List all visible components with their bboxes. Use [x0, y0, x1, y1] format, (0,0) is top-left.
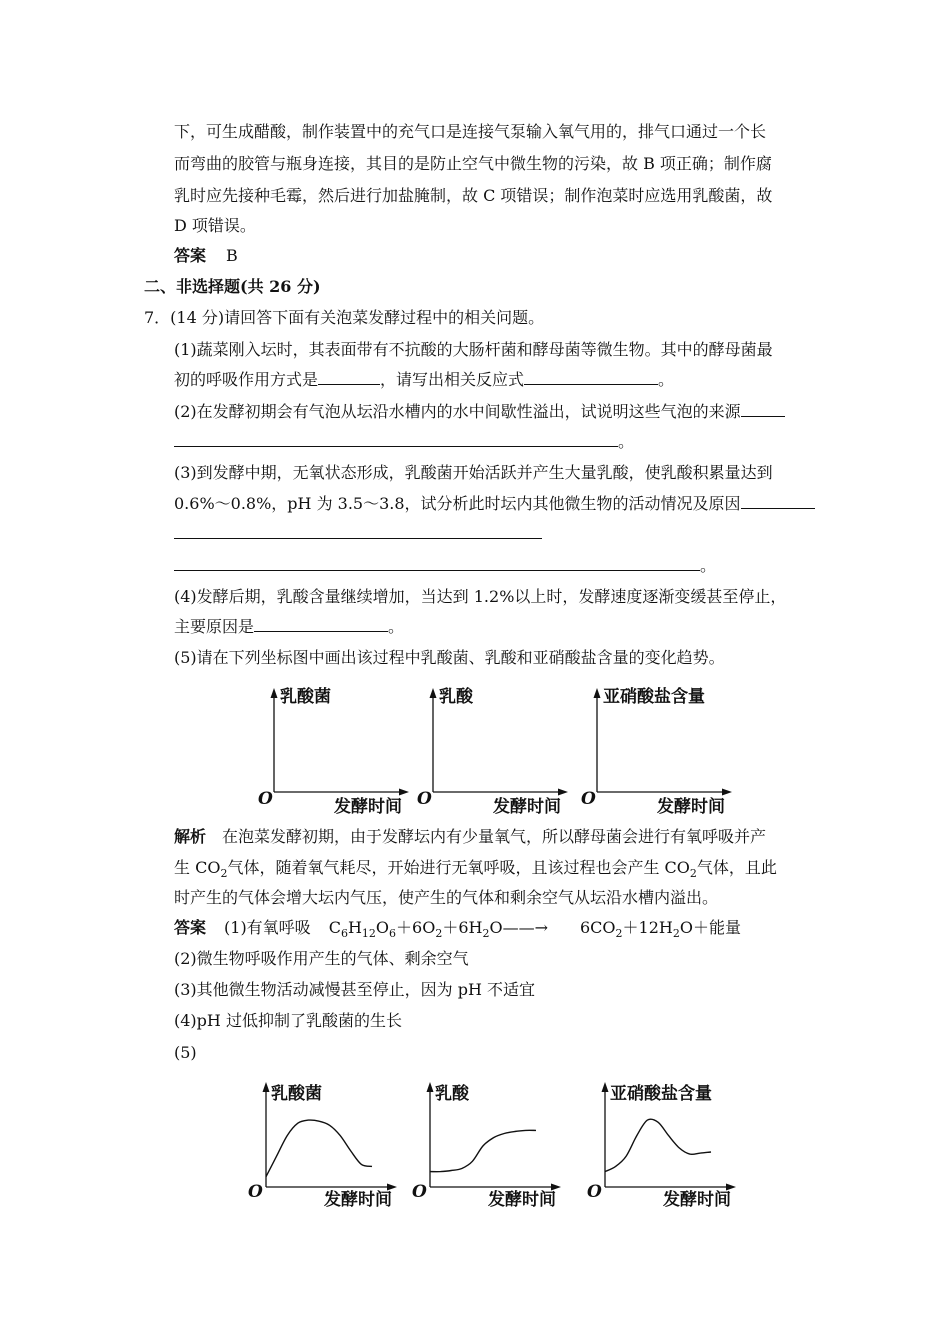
y-axis-label: 乳酸: [439, 687, 473, 707]
y-axis-label: 亚硝酸盐含量: [610, 1084, 712, 1104]
answer-blank[interactable]: [174, 524, 542, 539]
answer-6: [174, 246, 238, 266]
q7-p3-end: 。: [700, 556, 717, 575]
q7-p2-line1: [174, 402, 785, 422]
answer-blank[interactable]: [174, 432, 618, 447]
equation-left: $C_6H_{12}O_6+6O_2+6H_2O$: [328, 918, 503, 941]
origin-label: O: [258, 789, 273, 809]
x-axis-label: 发酵时间: [493, 797, 561, 817]
answer-label: 答案: [174, 246, 207, 265]
x-axis-label: 发酵时间: [334, 797, 402, 817]
analysis-label: 解析: [174, 827, 207, 846]
answer-1-label: (1)有氧呼吸: [224, 918, 311, 937]
subscript: 2: [220, 867, 228, 881]
answer-3: (3)其他微生物活动减慢甚至停止，因为 pH 不适宜: [174, 980, 536, 999]
q7-p4-text-a: 主要原因是: [174, 617, 255, 636]
q7-p2-end: 。: [618, 432, 635, 451]
q7-analysis-line3: 时产生的气体会增大坛内气压，使产生的气体和剩余空气从坛沿水槽内溢出。: [174, 888, 719, 907]
blank-graph-bacteria[interactable]: [254, 682, 414, 821]
answer-5: (5): [174, 1043, 197, 1062]
q7-p3-text: 0.6%～0.8%，pH 为 3.5～3.8，试分析此时坛内其他微生物的活动情况及原因: [174, 494, 741, 513]
y-axis-label: 乳酸菌: [271, 1084, 322, 1104]
x-axis-arrow: [558, 789, 568, 796]
origin-label: O: [587, 1182, 602, 1202]
q7-p1-text-b: ，请写出相关反应式: [380, 370, 525, 389]
answer-graph-bacteria: [244, 1075, 409, 1219]
answer-blank[interactable]: [741, 494, 815, 509]
equation-right: $6CO_2+12H_2O+$能量: [580, 918, 741, 941]
origin-label: O: [417, 789, 432, 809]
answer-blank[interactable]: [524, 370, 658, 385]
analysis-text: 气体，且此: [696, 858, 777, 877]
lactic-acid-curve: [430, 1130, 536, 1171]
analysis-line-4: D 项错误。: [174, 216, 256, 235]
x-axis-arrow: [722, 789, 732, 796]
q7-p3-line3: [174, 524, 542, 544]
bacteria-curve: [266, 1120, 372, 1177]
blank-graph-lactic-acid[interactable]: [413, 682, 573, 821]
q7-p5: (5)请在下列坐标图中画出该过程中乳酸菌、乳酸和亚硝酸盐含量的变化趋势。: [174, 648, 725, 667]
x-axis-label: 发酵时间: [663, 1190, 731, 1210]
origin-label: O: [581, 789, 596, 809]
q7-p1-line1: (1)蔬菜刚入坛时，其表面带有不抗酸的大肠杆菌和酵母菌等微生物。其中的酵母菌最: [174, 340, 773, 359]
q7-p1-line2: [174, 370, 674, 390]
q7-p3-line4: [174, 556, 716, 576]
y-axis-arrow: [263, 1082, 270, 1092]
y-axis-arrow: [430, 688, 437, 698]
answer-value: B: [226, 246, 238, 265]
y-axis-arrow: [594, 688, 601, 698]
analysis-text: 气体，随着氧气耗尽，开始进行无氧呼吸，且该过程也会产生 CO: [227, 858, 690, 877]
origin-label: O: [248, 1182, 263, 1202]
answer-graph-nitrite: [583, 1075, 748, 1219]
x-axis-label: 发酵时间: [657, 797, 725, 817]
y-axis-arrow: [427, 1082, 434, 1092]
answer-blank[interactable]: [254, 617, 388, 632]
answer-label: 答案: [174, 918, 207, 937]
analysis-text: 生 CO: [174, 858, 221, 877]
analysis-line-3: 乳时应先接种毛霉，然后进行加盐腌制，故 C 项错误；制作泡菜时应选用乳酸菌，故: [174, 186, 773, 205]
q7-p3-line2: [174, 494, 815, 514]
q7-p3-line1: (3)到发酵中期，无氧状态形成，乳酸菌开始活跃并产生大量乳酸，使乳酸积累量达到: [174, 463, 773, 482]
x-axis-label: 发酵时间: [488, 1190, 556, 1210]
q7-answer-line1: [174, 918, 548, 944]
answer-blank[interactable]: [741, 402, 785, 417]
q7-p4-line2: [174, 617, 404, 637]
x-axis-arrow: [399, 789, 409, 796]
y-axis-arrow: [271, 688, 278, 698]
x-axis-label: 发酵时间: [324, 1190, 392, 1210]
analysis-line-1: 下，可生成醋酸，制作装置中的充气口是连接气泵输入氧气用的，排气口通过一个长: [174, 122, 767, 141]
analysis-text: 在泡菜发酵初期，由于发酵坛内有少量氧气，所以酵母菌会进行有氧呼吸并产: [222, 827, 767, 846]
answer-blank[interactable]: [318, 370, 380, 385]
q7-p2-line2: [174, 432, 634, 452]
blank-graph-nitrite[interactable]: [577, 682, 737, 821]
q7-p4-line1: (4)发酵后期，乳酸含量继续增加，当达到 1.2%以上时，发酵速度逐渐变缓甚至停止，: [174, 587, 787, 606]
answer-4: (4)pH 过低抑制了乳酸菌的生长: [174, 1011, 402, 1030]
q7-p1-text-c: 。: [658, 370, 675, 389]
y-axis-label: 亚硝酸盐含量: [603, 687, 705, 707]
q7-analysis-line2: [174, 858, 777, 884]
q7-analysis-line1: [174, 827, 766, 847]
section-title: 二、非选择题(共 26 分): [144, 277, 321, 296]
q7-p2-text: (2)在发酵初期会有气泡从坛沿水槽内的水中间歇性溢出，试说明这些气泡的来源: [174, 402, 741, 421]
analysis-line-2: 而弯曲的胶管与瓶身连接，其目的是防止空气中微生物的污染，故 B 项正确；制作腐: [174, 154, 772, 173]
q7-p4-text-b: 。: [388, 617, 405, 636]
answer-graph-lactic-acid: [408, 1075, 573, 1219]
origin-label: O: [412, 1182, 427, 1202]
y-axis-label: 乳酸菌: [280, 687, 331, 707]
answer-blank[interactable]: [174, 556, 700, 571]
q7-stem: 7．(14 分)请回答下面有关泡菜发酵过程中的相关问题。: [144, 308, 545, 327]
answer-2: (2)微生物呼吸作用产生的气体、剩余空气: [174, 949, 469, 968]
q7-p1-text-a: 初的呼吸作用方式是: [174, 370, 319, 389]
y-axis-label: 乳酸: [435, 1084, 469, 1104]
y-axis-arrow: [602, 1082, 609, 1092]
subscript: 2: [689, 867, 697, 881]
nitrite-curve: [605, 1119, 711, 1172]
reaction-arrow: ——→: [502, 918, 548, 937]
